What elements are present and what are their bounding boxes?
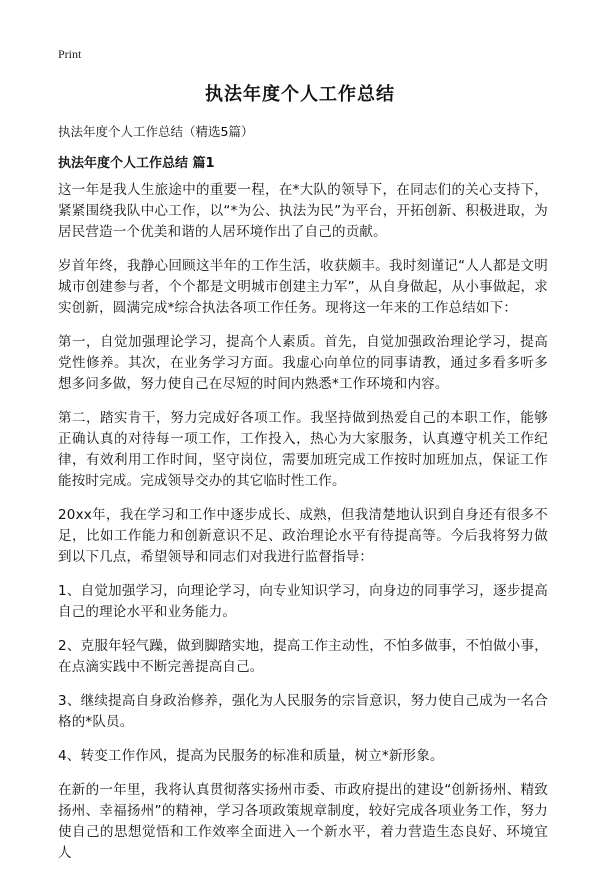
- document-title: 执法年度个人工作总结: [205, 84, 395, 105]
- section-heading: 执法年度个人工作总结 篇1: [58, 156, 215, 171]
- paragraph-5: 20xx年，我在学习和工作中逐步成长、成熟，但我清楚地认识到自身还有很多不足，比如工作能力和创新意识不足、政治理论水平有待提高等。今后我将努力做到以下几点，希望领导和同志们对我进行监督指导：: [58, 507, 548, 565]
- paragraph-2: 岁首年终，我静心回顾这半年的工作生活，收获颇丰。我时刻谨记“人人都是文明城市创建参与者，个个都是文明城市创建主力军”，从自身做起，从小事做起，求实创新，圆满完成*综合执法各项工作任务。现将这一年来的工作总结如下：: [58, 258, 548, 316]
- document-subtitle: 执法年度个人工作总结（精选5篇）: [58, 124, 254, 139]
- list-item-4: 4、转变工作作风，提高为民服务的标准和质量，树立*新形象。: [58, 748, 444, 764]
- paragraph-6: 在新的一年里，我将认真贯彻落实扬州市委、市政府提出的建设“创新扬州、精致扬州、幸福扬州”的精神，学习各项政策规章制度，较好完成各项业务工作，努力使自己的思想觉悟和工作效率全面进入一个新水平，着力营造生态良好、环境宜人: [58, 782, 548, 861]
- list-item-3: 3、继续提高自身政治修养，强化为人民服务的宗旨意识，努力使自己成为一名合格的*队员。: [58, 693, 548, 730]
- list-item-2: 2、克服年轻气躁，做到脚踏实地，提高工作主动性，不怕多做事，不怕做小事，在点滴实践中不断完善提高自己。: [58, 638, 548, 675]
- print-link[interactable]: Print: [58, 47, 82, 61]
- paragraph-4: 第二，踏实肯干，努力完成好各项工作。我坚持做到热爱自己的本职工作，能够正确认真的对待每一项工作，工作投入，热心为大家服务，认真遵守机关工作纪律，有效利用工作时间，坚守岗位，需要加班完成工作按时加班加点，保证工作能按时完成。完成领导交办的其它临时性工作。: [58, 410, 548, 489]
- paragraph-1: 这一年是我人生旅途中的重要一程，在*大队的领导下，在同志们的关心支持下，紧紧围绕我队中心工作，以“*为公、执法为民”为平台，开拓创新、积极进取，为居民营造一个优美和谐的人居环境作出了自己的贡献。: [58, 182, 548, 240]
- paragraph-3: 第一，自觉加强理论学习，提高个人素质。首先，自觉加强政治理论学习，提高党性修养。其次，在业务学习方面。我虚心向单位的同事请教，通过多看多听多想多问多做，努力使自己在尽短的时间内熟悉*工作环境和内容。: [58, 334, 548, 392]
- document-body: [58, 180, 548, 877]
- list-item-1: 1、自觉加强学习，向理论学习，向专业知识学习，向身边的同事学习，逐步提高自己的理论水平和业务能力。: [58, 583, 548, 620]
